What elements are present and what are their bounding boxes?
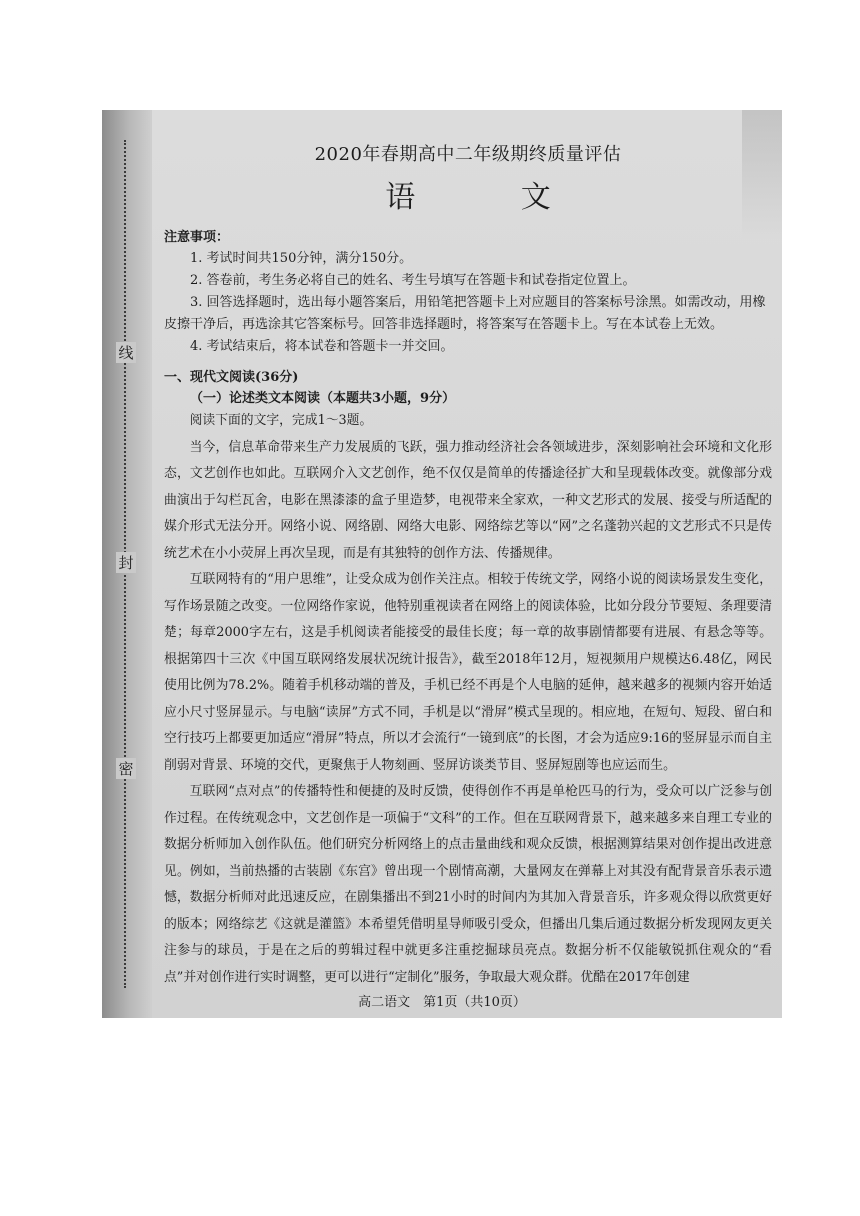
notice-item: 3. 回答选择题时，选出每小题答案后，用铅笔把答题卡上对应题目的答案标号涂黑。如需改动，用橡皮擦干净后，再选涂其它答案标号。回答非选择题时，将答案写在答题卡上。写在本试卷上无效。 bbox=[164, 295, 766, 332]
subject-title: 语 文 bbox=[385, 180, 599, 215]
section-heading: 一、现代文阅读(36分) bbox=[164, 370, 299, 385]
gutter-mark-seal: 封 bbox=[116, 552, 136, 573]
exam-paper-photo bbox=[102, 110, 782, 1018]
subsection-heading: （一）论述类文本阅读（本题共3小题，9分） bbox=[190, 391, 456, 406]
gutter-mark-line: 线 bbox=[116, 342, 136, 363]
notice-heading: 注意事项： bbox=[164, 230, 230, 245]
reading-instruction: 阅读下面的文字，完成1～3题。 bbox=[189, 413, 373, 428]
exam-page bbox=[164, 134, 772, 991]
page-footer: 高二语文 第1页（共10页） bbox=[358, 995, 526, 1010]
passage-paragraph: 互联网特有的“用户思维”，让受众成为创作关注点。相较于传统文学，网络小说的阅读场景发生变化，写作场景随之改变。一位网络作家说，他特别重视读者在网络上的阅读体验，比如分段分节要短、条理要清楚；每章2000字左右，这是手机阅读者能接受的最佳长度；每一章的故事剧情都要有进展、有悬念等等。根据第四十三次《中国互联网络发展状况统计报告》，截至2018年12月，短视频用户规模达6.48亿，网民使用比例为78.2%。随着手机移动端的普及，手机已经不再是个人电脑的延伸，越来越多的视频内容开始适应小尺寸竖屏显示。与电脑“读屏”方式不同，手机是以“滑屏”模式呈现的。相应地，在短句、短段、留白和空行技巧上都要更加适应“滑屏”特点，所以才会流行“一镜到底”的长图，才会为适应9:16的竖屏显示而自主削弱对背景、环境的交代，更聚焦于人物刻画、竖屏访谈类节目、竖屏短剧等也应运而生。 bbox=[164, 572, 772, 773]
gutter-mark-secret: 密 bbox=[116, 758, 136, 779]
binding-gutter bbox=[102, 110, 152, 1018]
passage-paragraph: 当今，信息革命带来生产力发展质的飞跃，强力推动经济社会各领域进步，深刻影响社会环境和文化形态，文艺创作也如此。互联网介入文艺创作，绝不仅仅是简单的传播途径扩大和呈现载体改变。就像部分戏曲演出于勾栏瓦舍，电影在黑漆漆的盒子里造梦，电视带来全家欢，一种文艺形式的发展、接受与所适配的媒介形式无法分开。网络小说、网络剧、网络大电影、网络综艺等以“网”之名蓬勃兴起的文艺形式不只是传统艺术在小小荧屏上再次呈现，而是有其独特的创作方法、传播规律。 bbox=[164, 439, 772, 561]
notice-item: 4. 考试结束后，将本试卷和答题卡一并交回。 bbox=[190, 339, 454, 354]
notice-item: 1. 考试时间共150分钟，满分150分。 bbox=[190, 251, 413, 266]
notice-item: 2. 答卷前，考生务必将自己的姓名、考生号填写在答题卡和试卷指定位置上。 bbox=[190, 273, 636, 288]
passage-paragraph: 互联网“点对点”的传播特性和便捷的及时反馈，使得创作不再是单枪匹马的行为，受众可以广泛参与创作过程。在传统观念中，文艺创作是一项偏于“文科”的工作。但在互联网背景下，越来越多来自理工专业的数据分析师加入创作队伍。他们研究分析网络上的点击量曲线和观众反馈，根据测算结果对创作提出改进意见。例如，当前热播的古装剧《东宫》曾出现一个剧情高潮，大量网友在弹幕上对其没有配背景音乐表示遗憾，数据分析师对此迅速反应，在剧集播出不到21小时的时间内为其加入背景音乐，许多观众得以欣赏更好的版本；网络综艺《这就是灌篮》本希望凭借明星导师吸引受众，但播出几集后通过数据分析发现网友更关注参与的球员，于是在之后的剪辑过程中就更多注重挖掘球员亮点。数据分析不仅能敏锐抓住观众的“看点”并对创作进行实时调整，更可以进行“定制化”服务，争取最大观众群。优酷在2017年创建 bbox=[164, 784, 772, 985]
exam-title: 2020年春期高中二年级期终质量评估 bbox=[314, 144, 622, 165]
